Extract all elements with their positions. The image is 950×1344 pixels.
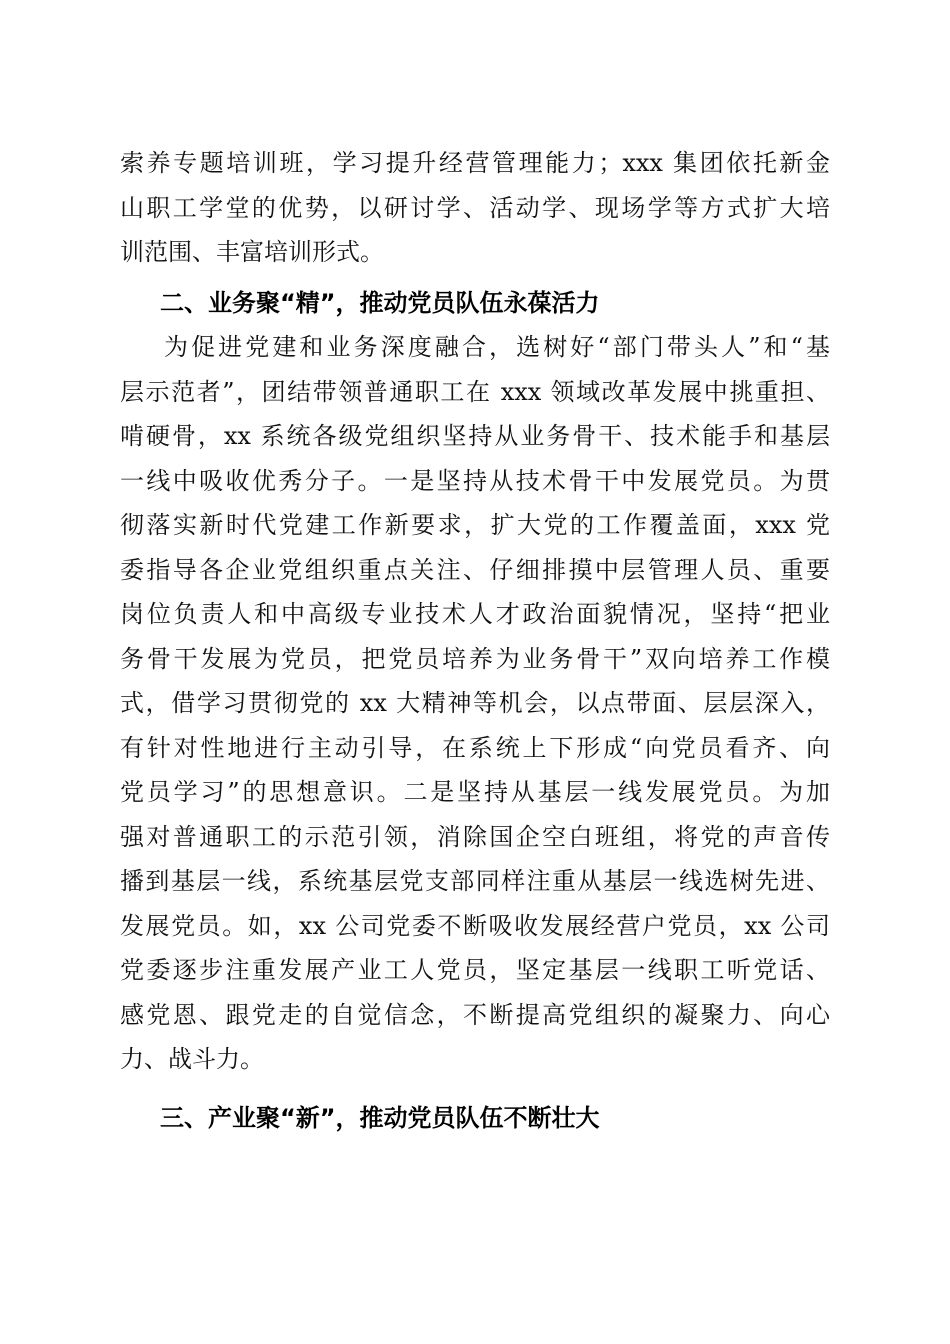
section-heading-3: 三、产业聚“新”，推动党员队伍不断壮大 (160, 1103, 600, 1132)
section-heading-2: 二、业务聚“精”，推动党员队伍永葆活力 (160, 288, 600, 317)
text-line: 山职工学堂的优势，以研讨学、活动学、现场学等方式扩大培 (120, 193, 830, 222)
text-line: 啃硬骨，xx 系统各级党组织坚持从业务骨干、技术能手和基层 (120, 422, 830, 450)
text-line: 为促进党建和业务深度融合，选树好“部门带头人”和“基 (164, 333, 830, 361)
text-line: 力、战斗力。 (120, 1045, 264, 1073)
text-line: 索养专题培训班，学习提升经营管理能力；xxx 集团依托新金 (120, 149, 830, 177)
paragraph-1 (120, 141, 830, 275)
text-line: 式，借学习贯彻党的 xx 大精神等机会，以点带面、层层深入， (120, 689, 830, 717)
text-line: 强对普通职工的示范引领，消除国企空白班组，将党的声音传 (120, 822, 830, 851)
text-line: 党委逐步注重发展产业工人党员，坚定基层一线职工听党话、 (120, 956, 830, 984)
text-line: 岗位负责人和中高级专业技术人才政治面貌情况，坚持“把业 (120, 600, 830, 628)
text-line: 有针对性地进行主动引导，在系统上下形成“向党员看齐、向 (120, 733, 830, 762)
text-line: 彻落实新时代党建工作新要求，扩大党的工作覆盖面，xxx 党 (120, 511, 830, 539)
document-body (120, 141, 830, 1140)
text-line: 训范围、丰富培训形式。 (120, 238, 384, 266)
text-line: 播到基层一线，系统基层党支部同样注重从基层一线选树先进、 (120, 867, 830, 895)
paragraph-2 (120, 325, 830, 1082)
text-line: 一线中吸收优秀分子。一是坚持从技术骨干中发展党员。为贯 (120, 466, 830, 495)
text-line: 务骨干发展为党员，把党员培养为业务骨干”双向培养工作模 (120, 644, 830, 673)
text-line: 感党恩、跟党走的自觉信念，不断提高党组织的凝聚力、向心 (120, 1000, 830, 1029)
text-line: 委指导各企业党组织重点关注、仔细排摸中层管理人员、重要 (120, 555, 830, 584)
text-line: 层示范者”，团结带领普通职工在 xxx 领域改革发展中挑重担、 (120, 377, 830, 406)
text-line: 党员学习”的思想意识。二是坚持从基层一线发展党员。为加 (120, 778, 830, 806)
text-line: 发展党员。如，xx 公司党委不断吸收发展经营户党员，xx 公司 (120, 911, 830, 940)
